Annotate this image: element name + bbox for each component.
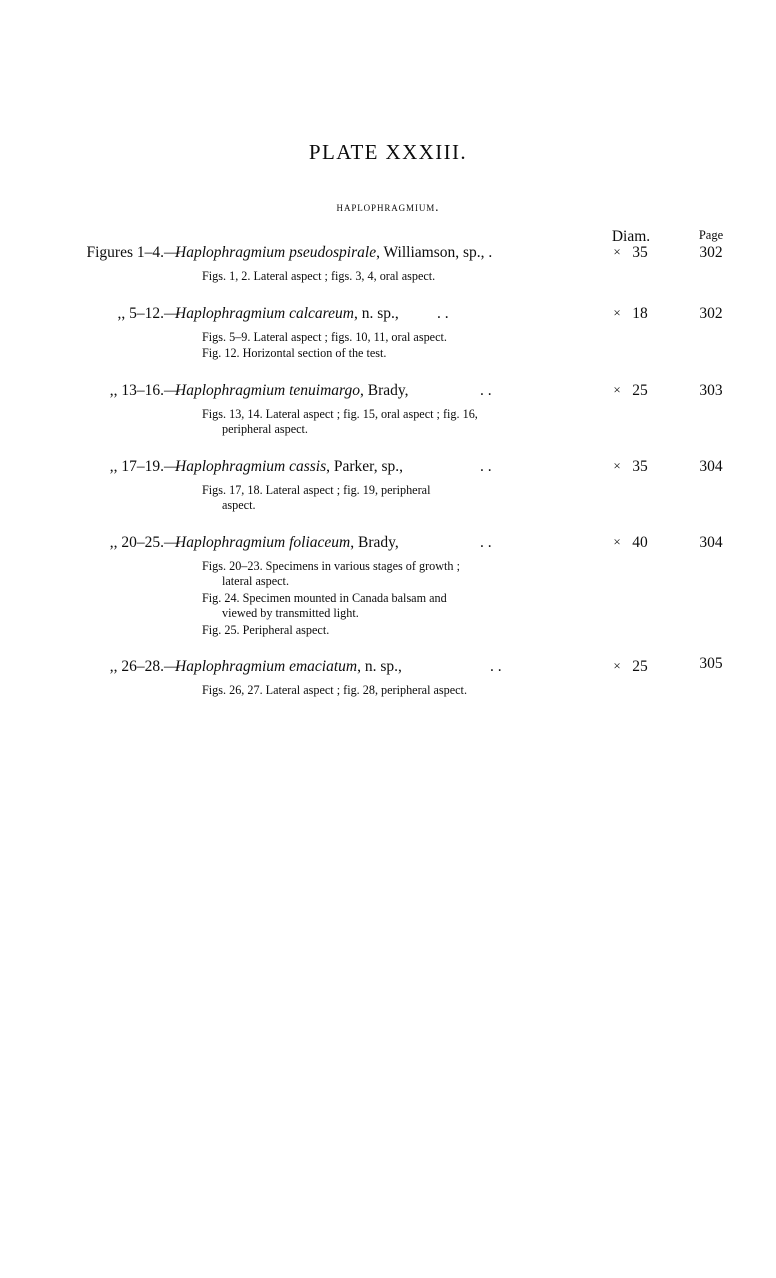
entry-note	[202, 269, 554, 285]
entry-taxon	[175, 458, 403, 476]
entry-diameter: 25	[632, 658, 648, 675]
entry-note-text: Figs. 5–9. Lateral aspect ; figs. 10, 11, oral aspect.	[202, 329, 447, 344]
column-header-page: Page	[698, 228, 724, 242]
list-item	[0, 655, 776, 699]
entry-note	[202, 330, 554, 346]
species-authority: , Williamson, sp., .	[376, 244, 493, 261]
entry-diameter: 35	[632, 244, 648, 261]
list-item	[0, 382, 776, 438]
entry-leaders: . .	[480, 457, 492, 475]
entry-note-text: Fig. 24. Specimen mounted in Canada balsam and	[202, 590, 447, 605]
entry-leaders: . .	[437, 304, 449, 322]
species-name: Haplophragmium calcareum	[175, 304, 354, 322]
entry-dash: —	[164, 457, 180, 475]
multiply-sign: ×	[613, 658, 621, 673]
entry-figure-label: ,, 5–12.	[117, 304, 164, 322]
entry-notes	[202, 559, 554, 639]
entry-main-line	[0, 244, 776, 266]
list-item	[0, 458, 776, 514]
entry-page-number: 302	[699, 304, 723, 322]
entry-notes	[202, 407, 554, 438]
species-authority: , n. sp.,	[353, 304, 399, 322]
page-title: PLATE XXXIII.	[308, 140, 468, 164]
species-name: Haplophragmium cassis	[175, 457, 327, 475]
entry-figure-label: ,, 20–25.	[109, 533, 164, 551]
column-header-diam: Diam.	[611, 228, 651, 245]
multiply-sign: ×	[613, 457, 621, 473]
species-authority: , Parker, sp.,	[326, 457, 404, 475]
entry-figure-label: ,, 13–16.	[109, 381, 164, 399]
entry-note-continuation: aspect.	[222, 498, 256, 512]
entry-notes	[202, 683, 554, 699]
entry-figure-label: ,, 17–19.	[109, 457, 164, 475]
list-item	[0, 244, 776, 285]
entry-diameter: 18	[632, 304, 648, 322]
entry-page-number: 304	[699, 457, 723, 475]
entry-main-line	[0, 382, 776, 404]
entry-notes	[202, 330, 554, 362]
entry-note-text: Figs. 13, 14. Lateral aspect ; fig. 15, oral aspect ; fig. 16,	[202, 406, 478, 421]
entry-dash: —	[164, 533, 180, 551]
entry-note	[202, 623, 554, 639]
genus-heading: haplophragmium.	[336, 199, 440, 214]
entry-figure-label: ,, 26–28.	[109, 658, 164, 675]
species-name: Haplophragmium emaciatum	[175, 658, 358, 675]
entry-page-number: 304	[699, 533, 723, 551]
entry-taxon	[175, 244, 492, 262]
entry-main-line	[0, 534, 776, 556]
multiply-sign: ×	[613, 381, 621, 397]
entry-note	[202, 559, 554, 590]
multiply-sign: ×	[613, 304, 621, 320]
species-name: Haplophragmium pseudospirale	[175, 244, 377, 261]
entry-note-continuation: lateral aspect.	[222, 574, 289, 588]
list-item	[0, 534, 776, 639]
entry-leaders: . .	[480, 533, 492, 551]
entry-note	[202, 591, 554, 622]
entry-note	[202, 683, 554, 699]
species-authority: , Brady,	[350, 533, 399, 551]
entry-note-text: Figs. 26, 27. Lateral aspect ; fig. 28, peripheral aspect.	[202, 683, 467, 697]
entry-diameter: 35	[632, 457, 648, 475]
entry-dash: —	[164, 304, 180, 322]
entry-taxon	[175, 305, 399, 323]
entry-diameter: 40	[632, 533, 648, 551]
entry-note	[202, 483, 554, 514]
species-name: Haplophragmium tenuimargo	[175, 381, 360, 399]
entry-page-number: 302	[699, 244, 723, 261]
entry-taxon	[175, 534, 399, 552]
entry-notes	[202, 269, 554, 285]
entry-page-number: 303	[699, 381, 723, 399]
species-authority: , n. sp.,	[357, 658, 402, 675]
entry-main-line	[0, 305, 776, 327]
entry-dash: —	[164, 658, 180, 675]
entry-dash: —	[164, 244, 180, 261]
entry-dash: —	[164, 381, 180, 399]
entry-taxon	[175, 658, 402, 676]
entry-leaders: . .	[490, 658, 502, 675]
species-authority: , Brady,	[360, 381, 409, 399]
entry-diameter: 25	[632, 381, 648, 399]
entry-notes	[202, 483, 554, 514]
entry-main-line	[0, 655, 776, 680]
entry-note-text: Fig. 25. Peripheral aspect.	[202, 622, 330, 637]
entry-note	[202, 407, 554, 438]
entry-page-number: 305	[699, 655, 723, 672]
entry-leaders: . .	[480, 381, 492, 399]
entry-note-text: Figs. 17, 18. Lateral aspect ; fig. 19, peripheral	[202, 482, 431, 497]
species-name: Haplophragmium foliaceum	[175, 533, 351, 551]
entry-note-continuation: peripheral aspect.	[222, 422, 308, 436]
entry-main-line	[0, 458, 776, 480]
multiply-sign: ×	[613, 533, 621, 549]
multiply-sign: ×	[613, 244, 621, 259]
entry-taxon	[175, 382, 409, 400]
entry-figure-label: Figures 1–4.	[86, 244, 164, 261]
list-item	[0, 305, 776, 362]
entry-note-text: Figs. 1, 2. Lateral aspect ; figs. 3, 4, oral aspect.	[202, 269, 436, 283]
entry-note-text: Fig. 12. Horizontal section of the test.	[202, 346, 387, 360]
entry-note-continuation: viewed by transmitted light.	[222, 606, 359, 620]
entry-note	[202, 346, 554, 362]
entry-note-text: Figs. 20–23. Specimens in various stages of growth ;	[202, 558, 460, 573]
plate-entry-list	[0, 244, 776, 719]
